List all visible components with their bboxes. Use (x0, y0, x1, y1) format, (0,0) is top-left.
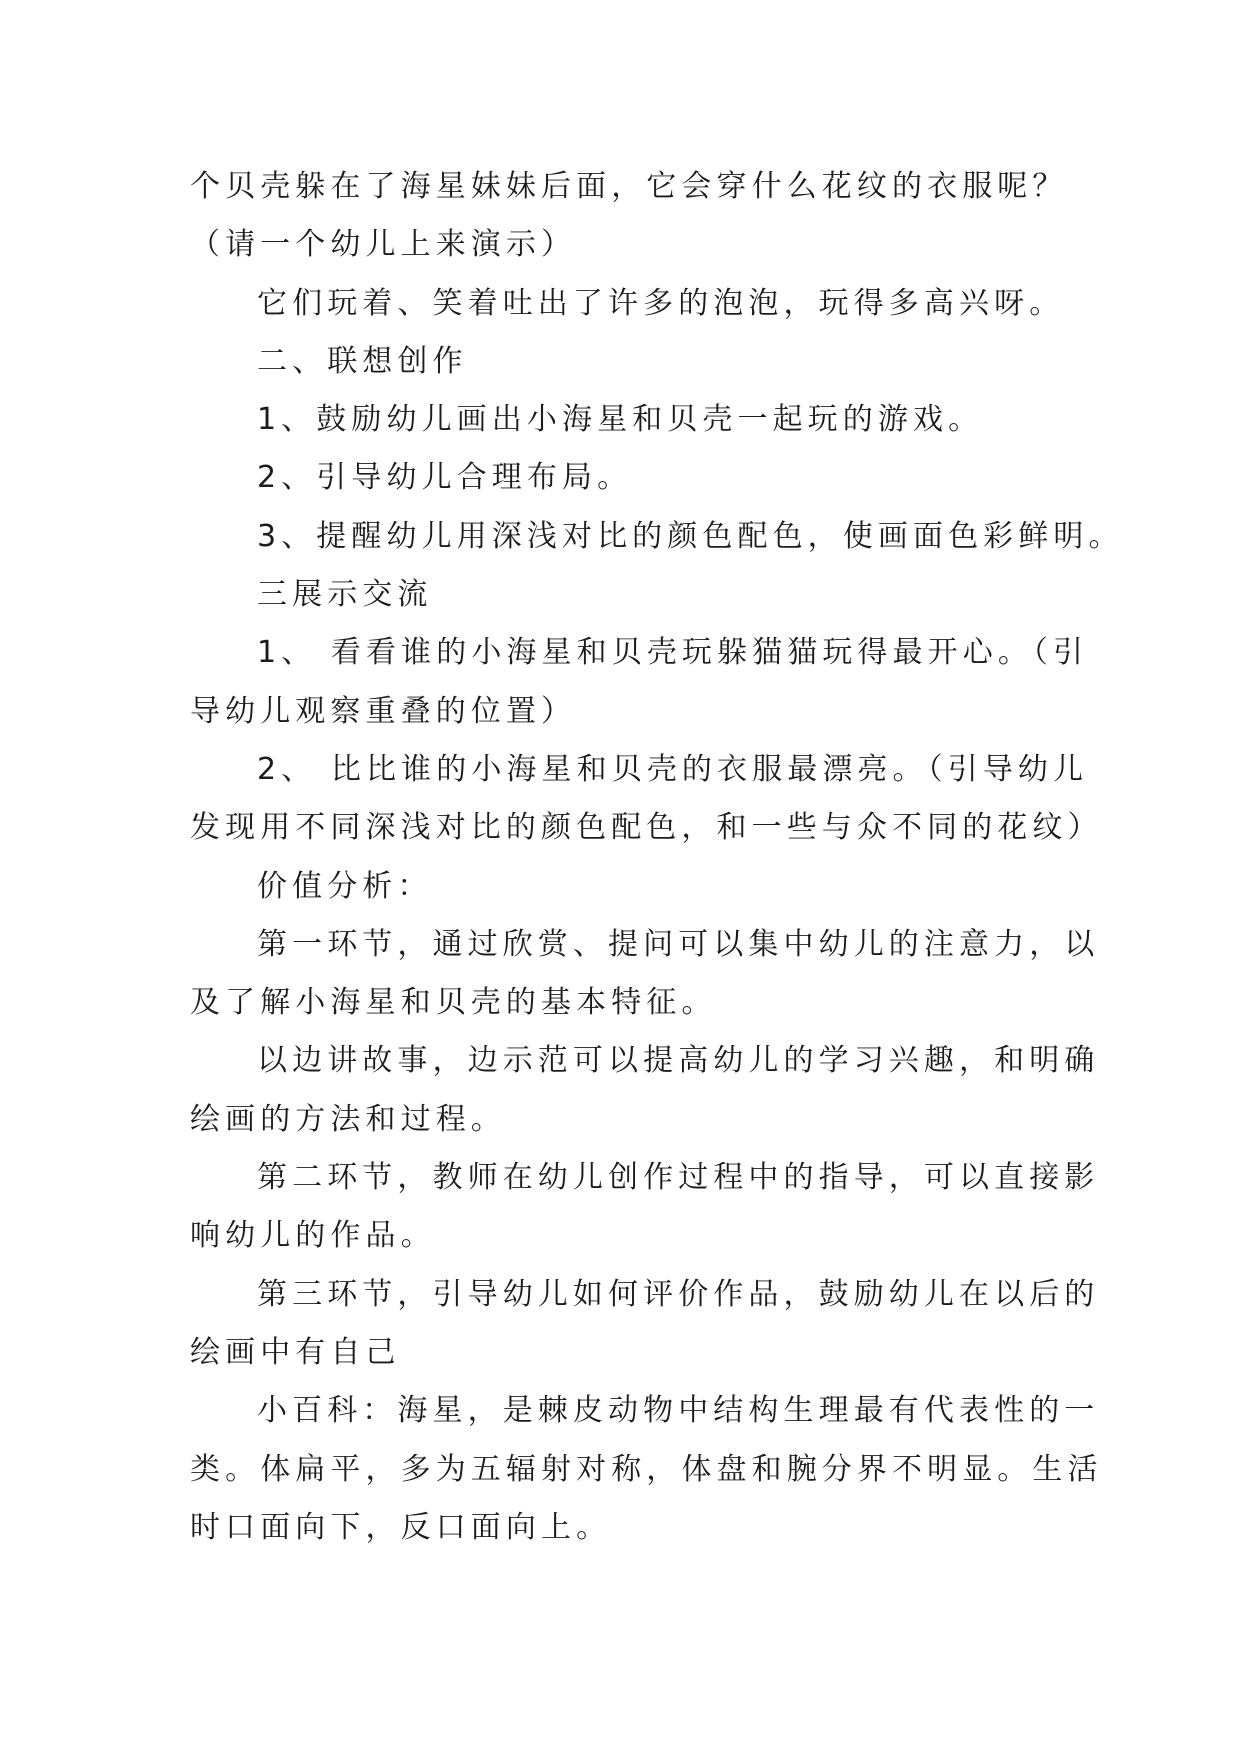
paragraph-line: 第一环节，通过欣赏、提问可以集中幼儿的注意力，以 (257, 926, 1100, 962)
paragraph-line: 时口面向下，反口面向上。 (190, 1509, 612, 1545)
paragraph-line: 个贝壳躲在了海星妹妹后面，它会穿什么花纹的衣服呢？ (190, 169, 1068, 204)
paragraph-line: 类。体扁平，多为五辐射对称，体盘和腕分界不明显。生活 (190, 1451, 1103, 1487)
list-item: 1、鼓励幼儿画出小海星和贝壳一起玩的游戏。 (257, 402, 984, 438)
section-heading: 价值分析： (257, 868, 433, 904)
paragraph-line: 小百科：海星，是棘皮动物中结构生理最有代表性的一 (257, 1393, 1100, 1429)
paragraph-line: 它们玩着、笑着吐出了许多的泡泡，玩得多高兴呀。 (257, 285, 1065, 321)
paragraph-line: 导幼儿观察重叠的位置） (190, 693, 577, 729)
list-item: 3、提醒幼儿用深浅对比的颜色配色，使画面色彩鲜明。 (257, 518, 1124, 554)
paragraph-line: 响幼儿的作品。 (190, 1218, 436, 1254)
document-body (190, 158, 1124, 1557)
paragraph-line: （请一个幼儿上来演示） (190, 227, 577, 263)
section-heading: 三展示交流 (257, 577, 433, 613)
paragraph-line: 发现用不同深浅对比的颜色配色，和一些与众不同的花纹） (190, 810, 1103, 846)
list-item: 1、 看看谁的小海星和贝壳玩躲猫猫玩得最开心。（引 (257, 635, 1089, 671)
list-item: 2、 比比谁的小海星和贝壳的衣服最漂亮。（引导幼儿 (257, 751, 1089, 787)
paragraph-line: 第二环节，教师在幼儿创作过程中的指导，可以直接影 (257, 1160, 1100, 1196)
section-heading: 二、联想创作 (257, 343, 468, 379)
paragraph-line: 绘画中有自己 (190, 1334, 401, 1370)
paragraph-line: 第三环节，引导幼儿如何评价作品，鼓励幼儿在以后的 (257, 1276, 1100, 1312)
paragraph-line: 以边讲故事，边示范可以提高幼儿的学习兴趣，和明确 (257, 1043, 1100, 1079)
paragraph-line: 绘画的方法和过程。 (190, 1101, 506, 1137)
list-item: 2、引导幼儿合理布局。 (257, 460, 633, 496)
paragraph-line: 及了解小海星和贝壳的基本特征。 (190, 985, 717, 1021)
